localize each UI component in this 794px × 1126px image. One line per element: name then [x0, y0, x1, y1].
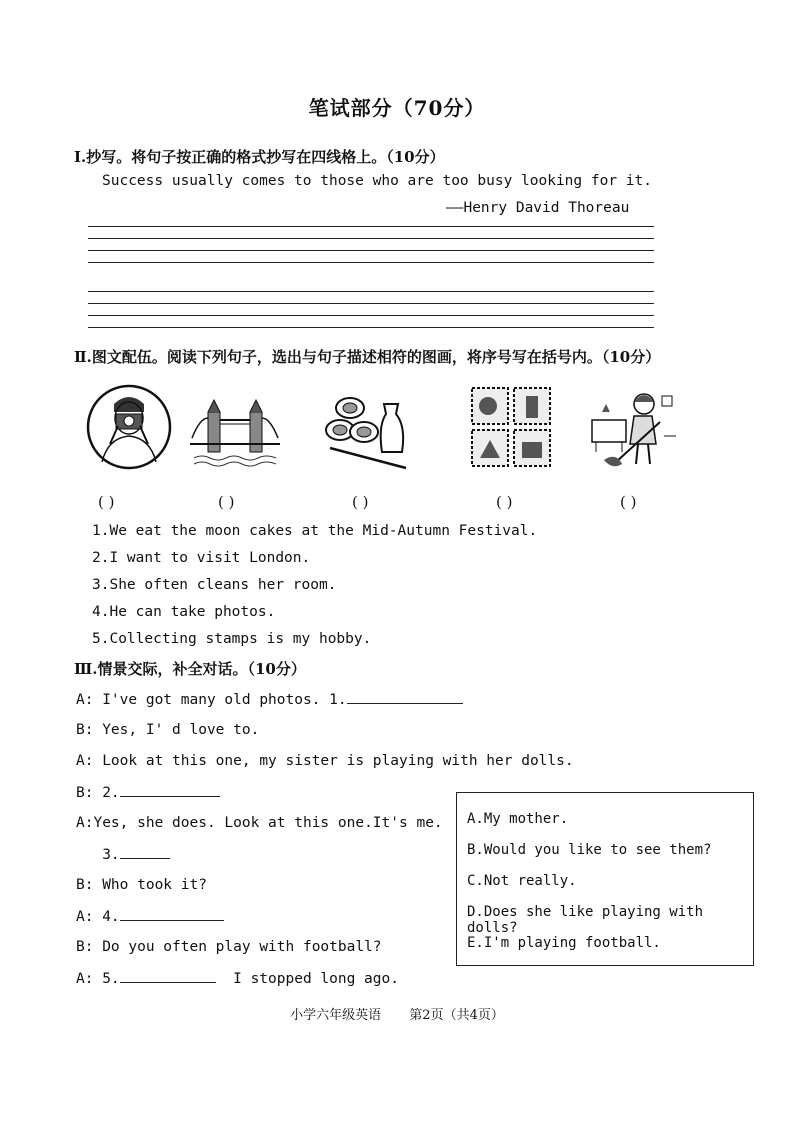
tower-bridge-icon: [190, 382, 280, 472]
dialogue-line-7: B: Who took it?: [76, 877, 207, 893]
dialogue-line-6: [76, 846, 170, 863]
sentence-2: 2.I want to visit London.: [92, 550, 311, 566]
answer-blank-4[interactable]: [120, 908, 224, 921]
four-line-grid-2[interactable]: [88, 291, 654, 339]
option-b: B.Would you like to see them?: [467, 842, 712, 858]
dialogue-line-10: [76, 970, 399, 987]
footer-page-number: 第2页（共4页）: [409, 1008, 504, 1023]
dialogue-line-4: [76, 784, 220, 801]
dialogue-line-3: A: Look at this one, my sister is playing with her dolls.: [76, 753, 574, 769]
dialogue-text: B: 2.: [76, 785, 120, 801]
answer-blank-5[interactable]: [120, 970, 216, 983]
mooncakes-icon: [320, 382, 410, 472]
footer-subject: 小学六年级英语: [290, 1008, 382, 1023]
option-e: E.I'm playing football.: [467, 935, 661, 951]
grid-line: [88, 303, 654, 304]
answer-paren-3[interactable]: ( ): [352, 493, 369, 511]
grid-line: [88, 250, 654, 251]
answer-paren-4[interactable]: ( ): [496, 493, 513, 511]
quote-author: ——Henry David Thoreau: [446, 200, 630, 216]
answer-paren-2[interactable]: ( ): [218, 493, 235, 511]
four-line-grid-1[interactable]: [88, 226, 654, 274]
answer-blank-2[interactable]: [120, 784, 220, 797]
stamps-icon: [466, 382, 556, 472]
options-box: [456, 792, 754, 966]
section2-heading: Ⅱ.图文配伍。阅读下列句子，选出与句子描述相符的图画，将序号写在括号内。（10分）: [74, 348, 661, 366]
answer-paren-1[interactable]: ( ): [98, 493, 115, 511]
grid-line: [88, 315, 654, 316]
answer-blank-3[interactable]: [120, 846, 170, 859]
grid-line: [88, 291, 654, 292]
quote-sentence: Success usually comes to those who are too busy looking for it.: [102, 173, 652, 189]
answer-blank-1[interactable]: [347, 691, 463, 704]
sentence-4: 4.He can take photos.: [92, 604, 276, 620]
section3-heading: Ⅲ.情景交际，补全对话。（10分）: [74, 660, 306, 678]
option-d: D.Does she like playing with dolls?: [467, 904, 704, 936]
sentence-5: 5.Collecting stamps is my hobby.: [92, 631, 372, 647]
option-a: A.My mother.: [467, 811, 569, 827]
sentence-1: 1.We eat the moon cakes at the Mid-Autumn Festival.: [92, 523, 538, 539]
photographer-icon: [84, 382, 174, 472]
dialogue-text: A: 4.: [76, 909, 120, 925]
grid-line: [88, 226, 654, 227]
answer-paren-5[interactable]: ( ): [620, 493, 637, 511]
dialogue-text: A: I've got many old photos. 1.: [76, 692, 347, 708]
option-c: C.Not really.: [467, 873, 577, 889]
dialogue-text: A: 5.: [76, 971, 120, 987]
dialogue-line-2: B: Yes, I' d love to.: [76, 722, 260, 738]
page-footer: [0, 1004, 794, 1023]
dialogue-line-1: [76, 691, 463, 708]
picture-row: [0, 382, 794, 474]
dialogue-line-5: A:Yes, she does. Look at this one.It's me.: [76, 815, 443, 831]
grid-line: [88, 262, 654, 263]
dialogue-line-8: [76, 908, 224, 925]
section1-heading: Ⅰ.抄写。将句子按正确的格式抄写在四线格上。（10分）: [74, 148, 445, 166]
dialogue-text: I stopped long ago.: [215, 971, 399, 987]
dialogue-line-9: B: Do you often play with football?: [76, 939, 382, 955]
page-title: 笔试部分（70分）: [308, 96, 486, 120]
dialogue-text: 3.: [76, 847, 120, 863]
grid-line: [88, 327, 654, 328]
grid-line: [88, 238, 654, 239]
sentence-3: 3.She often cleans her room.: [92, 577, 337, 593]
cleaning-girl-icon: [586, 382, 676, 472]
